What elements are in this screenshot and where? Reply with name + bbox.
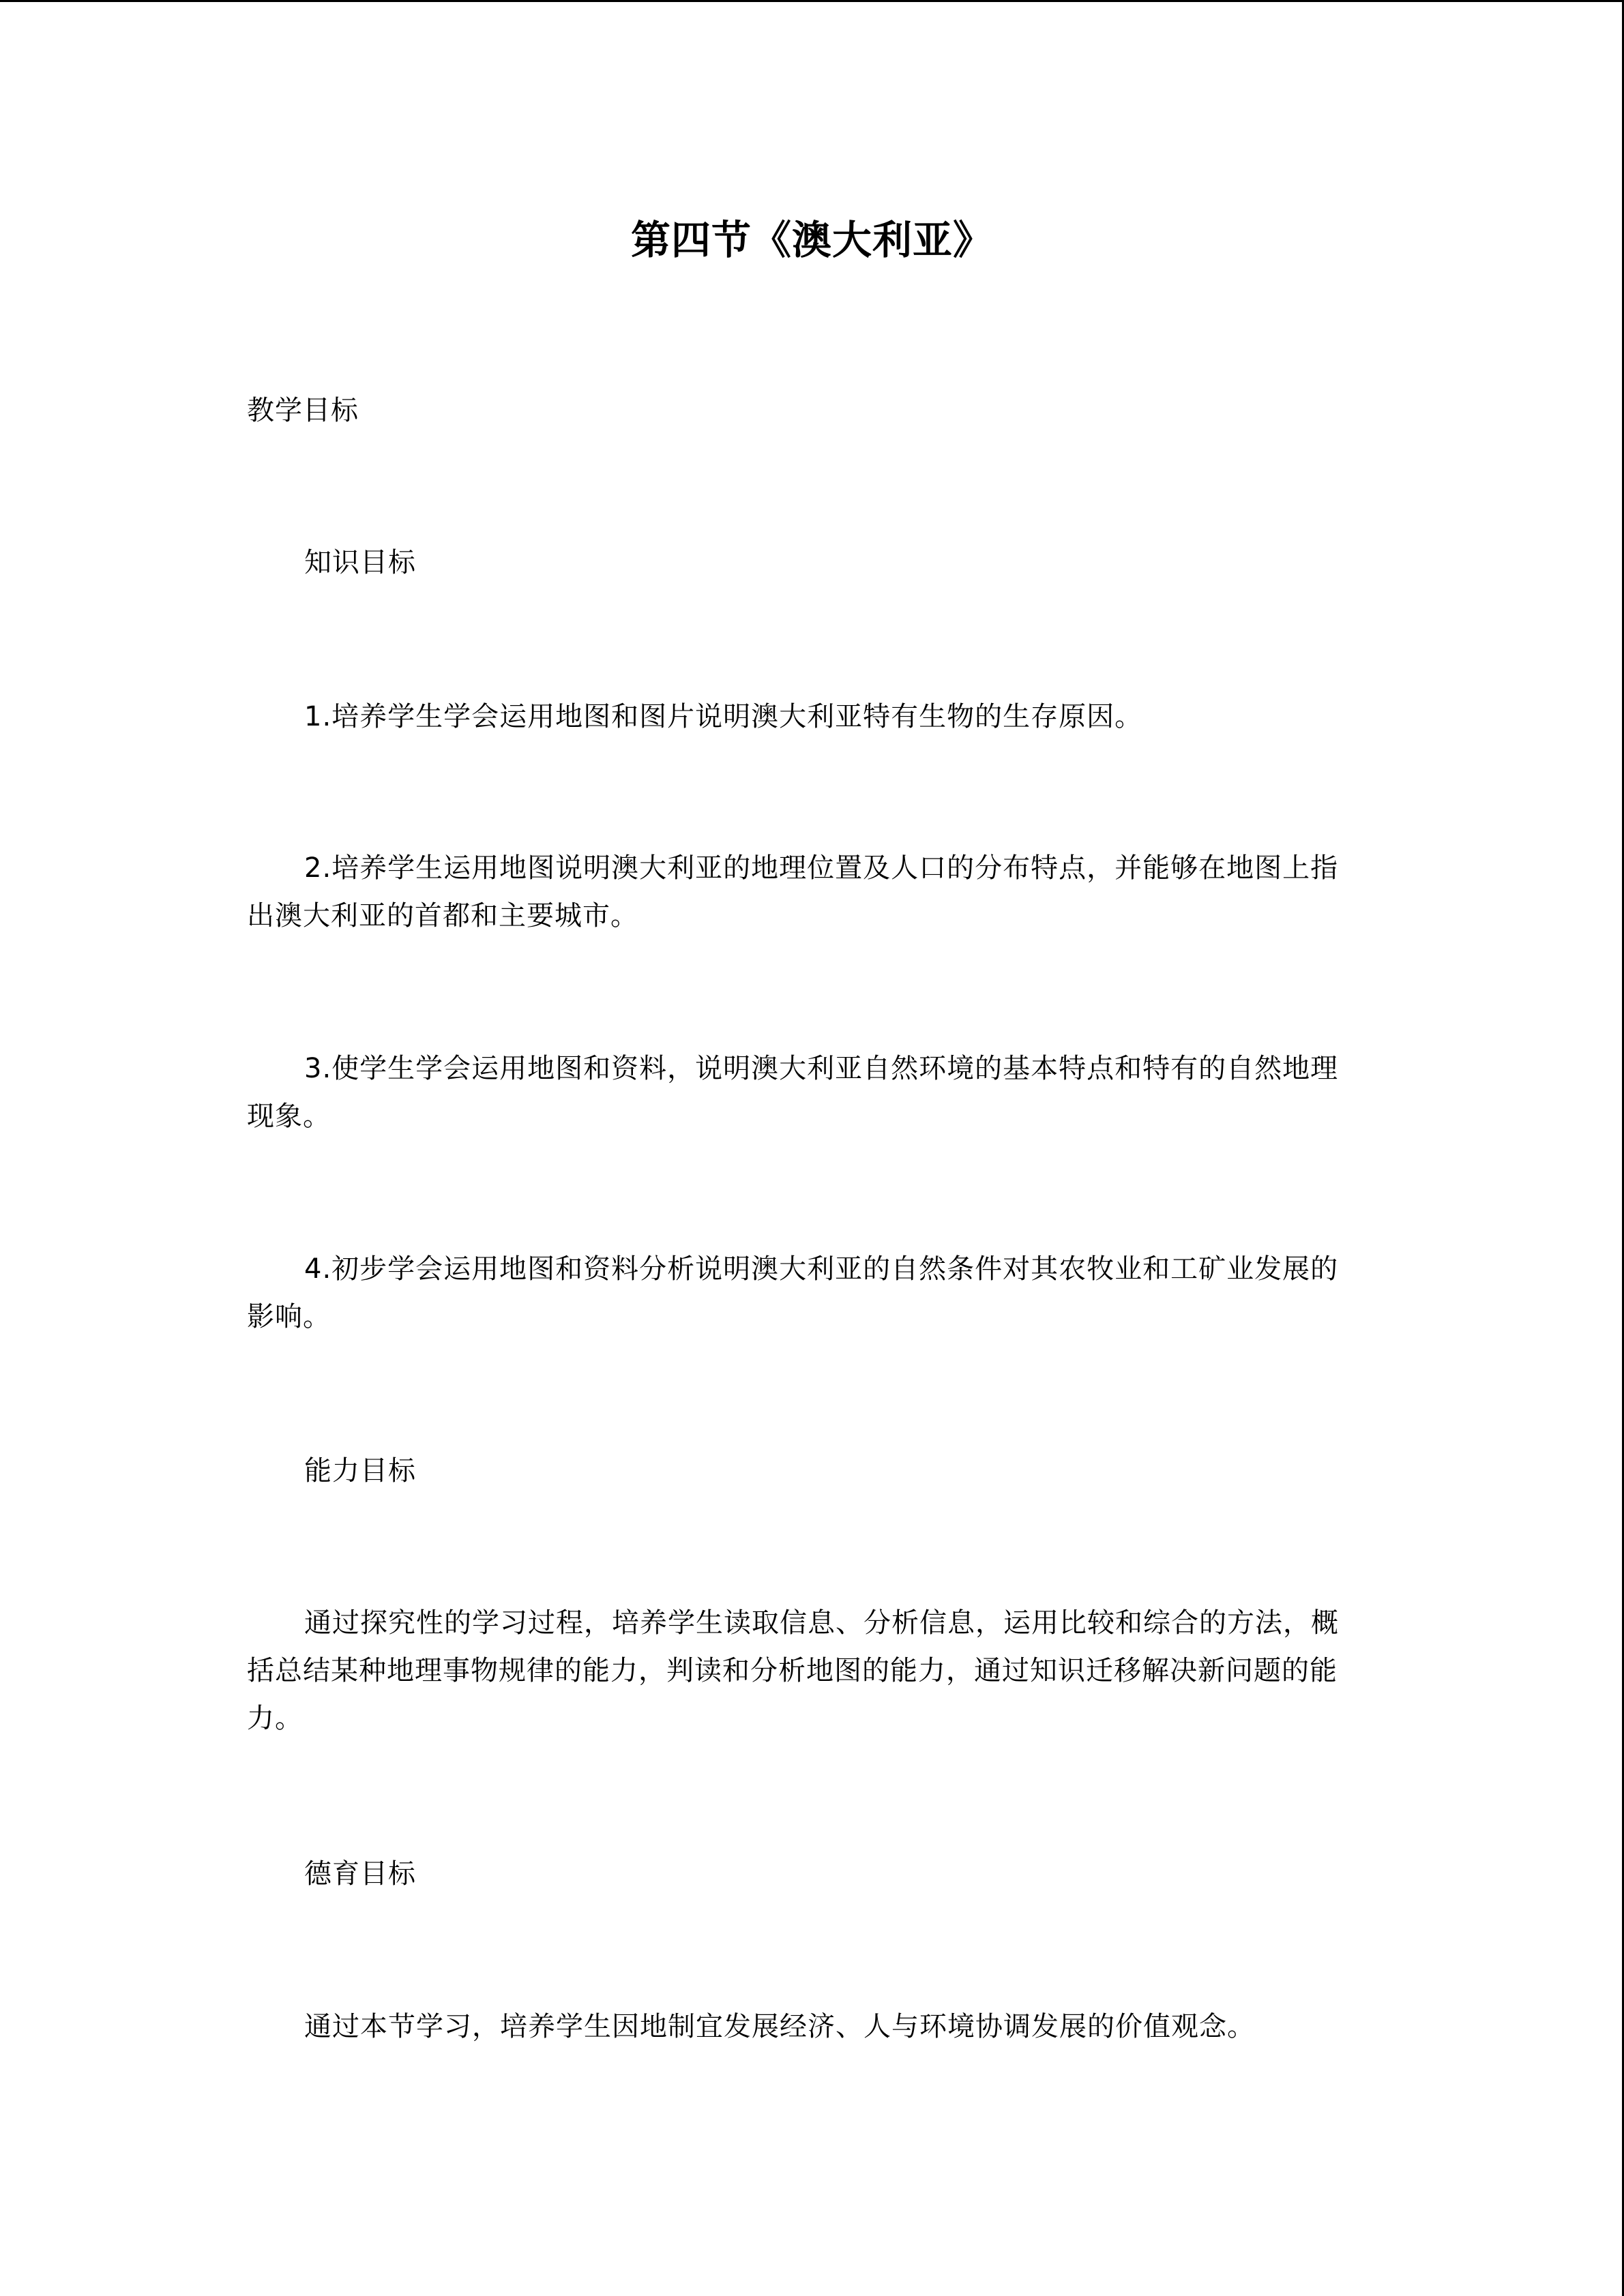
heading-ability-goals: 能力目标 [304,1455,416,1487]
document-title: 第四节《澳大利亚》 [630,217,993,263]
heading-moral-goals: 德育目标 [304,1858,416,1890]
paragraph-item-3: 3.使学生学会运用地图和资料，说明澳大利亚自然环境的基本特点和特有的自然地理现象。 [247,1053,1339,1132]
paragraph-ability: 通过探究性的学习过程，培养学生读取信息、分析信息，运用比较和综合的方法，概括总结某种地理事物规律的能力，判读和分析地图的能力，通过知识迁移解决新问题的能力。 [247,1607,1339,1734]
paragraph-item-4: 4.初步学会运用地图和资料分析说明澳大利亚的自然条件对其农牧业和工矿业发展的影响。 [247,1253,1339,1332]
paragraph-item-2: 2.培养学生运用地图说明澳大利亚的地理位置及人口的分布特点，并能够在地图上指出澳大利亚的首都和主要城市。 [247,852,1339,931]
heading-knowledge-goals: 知识目标 [304,547,416,578]
paragraph-moral: 通过本节学习，培养学生因地制宜发展经济、人与环境协调发展的价值观念。 [304,2011,1255,2042]
paragraph-item-1: 1.培养学生学会运用地图和图片说明澳大利亚特有生物的生存原因。 [304,701,1143,732]
heading-teaching-goals: 教学目标 [247,395,359,426]
